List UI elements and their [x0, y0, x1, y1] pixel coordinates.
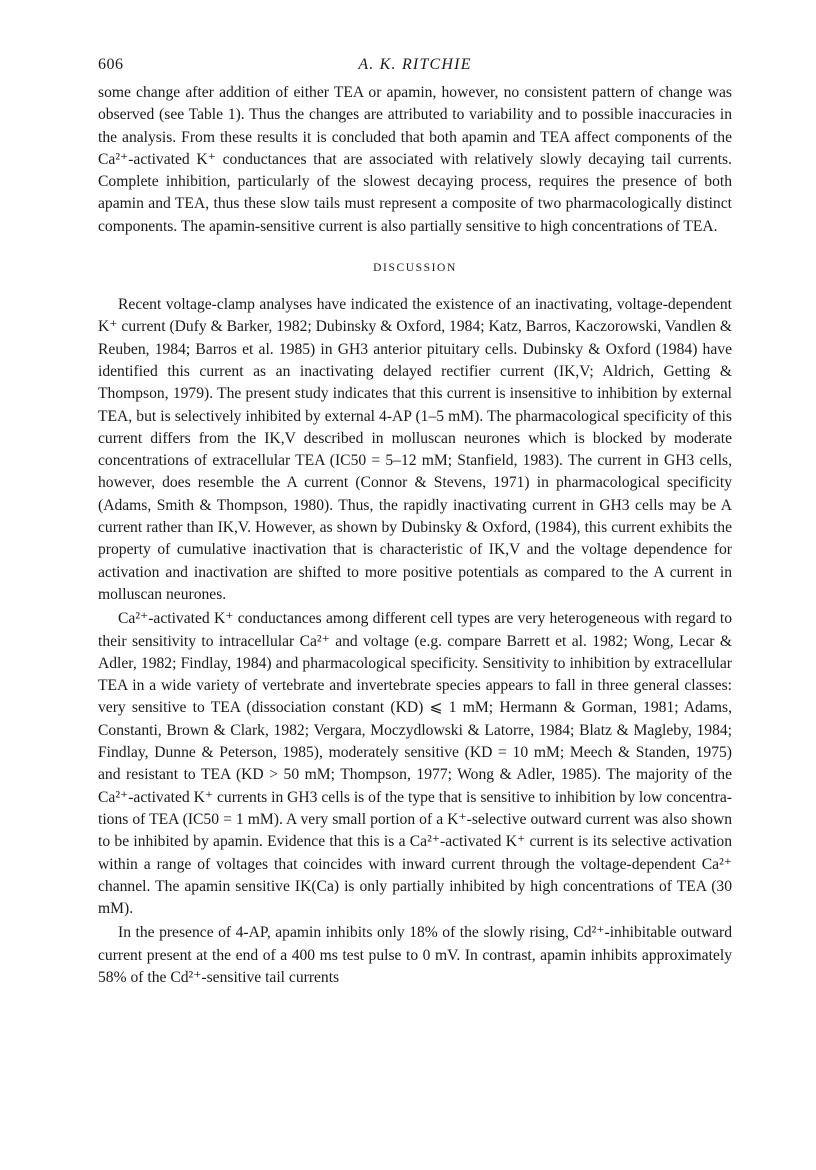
journal-page — [98, 56, 732, 989]
section-heading-discussion: DISCUSSION — [373, 262, 457, 275]
running-head: A. K. RITCHIE — [358, 56, 472, 73]
paragraph-continued: some change after addition of either TEA or apamin, however, no consistent pattern of change was observed (see Table 1). Thus the changes are attributed to variability and to possible inaccuracies in the analysis. From these results it is concluded that both apamin and TEA affect components of the Ca²⁺-activated K⁺ conductances that are associated with relatively slowly decaying tail currents. Complete inhibition, particularly of the slowest decaying process, requires the presence of both apamin and TEA, thus these slow tails must represent a composite of two pharmacologically distinct components. The apamin-sensitive current is also partially sensitive to high concentrations of TEA. — [98, 84, 732, 235]
paragraph-discussion-3: In the presence of 4-AP, apamin inhibits only 18% of the slowly rising, Cd²⁺-inhibitable outward current present at the end of a 400 ms test pulse to 0 mV. In contrast, apamin inhibits approximately 58% of the Cd²⁺-sensitive tail currents — [98, 924, 732, 986]
paragraph-discussion-2: Ca²⁺-activated K⁺ conductances among different cell types are very heterogeneous with regard to their sensitivity to intracellular Ca²⁺ and voltage (e.g. compare Barrett et al. 1982; Wong, Lecar & Adler, 1982; Findlay, 1984) and pharmacological specificity. Sensitivity to inhibition by extracellular TEA in a wide variety of vertebrate and invertebrate species appears to fall in three general classes: very sensitive to TEA (dissociation constant (KD) ⩽ 1 mM; Hermann & Gorman, 1981; Adams, Constanti, Brown & Clark, 1982; Vergara, Moczydlowski & Latorre, 1984; Blatz & Magleby, 1984; Findlay, Dunne & Peterson, 1985), moderately sensitive (KD = 10 mM; Meech & Standen, 1975) and resistant to TEA (KD > 50 mM; Thompson, 1977; Wong & Adler, 1985). The majority of the Ca²⁺-activated K⁺ currents in GH3 cells is of the type that is sensitive to inhibition by low concentrations of TEA (IC50 = 1 mM). A very small portion of a K⁺-selective outward current was also shown to be inhibited by apamin. Evidence that this is a Ca²⁺-activated K⁺ current is its selective activation within a range of voltages that coincides with inward current through the voltage-dependent Ca²⁺ channel. The apamin sensitive IK(Ca) is only partially inhibited by high concentrations of TEA (30 mM). — [98, 610, 732, 918]
paragraph-discussion-1: Recent voltage-clamp analyses have indicated the existence of an inactivating, voltage-dependent K⁺ current (Dufy & Barker, 1982; Dubinsky & Oxford, 1984; Katz, Barros, Kaczorowski, Vandlen & Reuben, 1984; Barros et al. 1985) in GH3 anterior pituitary cells. Dubinsky & Oxford (1984) have identified this current as an inactivating delayed rectifier current (IK,V; Aldrich, Getting & Thompson, 1979). The present study indicates that this current is insensitive to inhibition by external TEA, but is selectively inhibited by external 4-AP (1–5 mM). The pharmacological specificity of this current differs from the IK,V described in molluscan neurones which is blocked by moderate concentrations of extracellular TEA (IC50 = 5–12 mM; Stanfield, 1983). The current in GH3 cells, however, does resemble the A current (Connor & Stevens, 1971) in pharmacological specificity (Adams, Smith & Thompson, 1980). Thus, the rapidly inactivating current in GH3 cells may be A current rather than IK,V. However, as shown by Dubinsky & Oxford, (1984), this current exhibits the property of cumulative inactivation that is characteristic of IK,V and the voltage dependence for activation and inactivation are shifted to more positive potentials as compared to the A current in molluscan neurones. — [98, 296, 732, 603]
page-header — [98, 56, 732, 82]
page-number: 606 — [98, 56, 124, 73]
